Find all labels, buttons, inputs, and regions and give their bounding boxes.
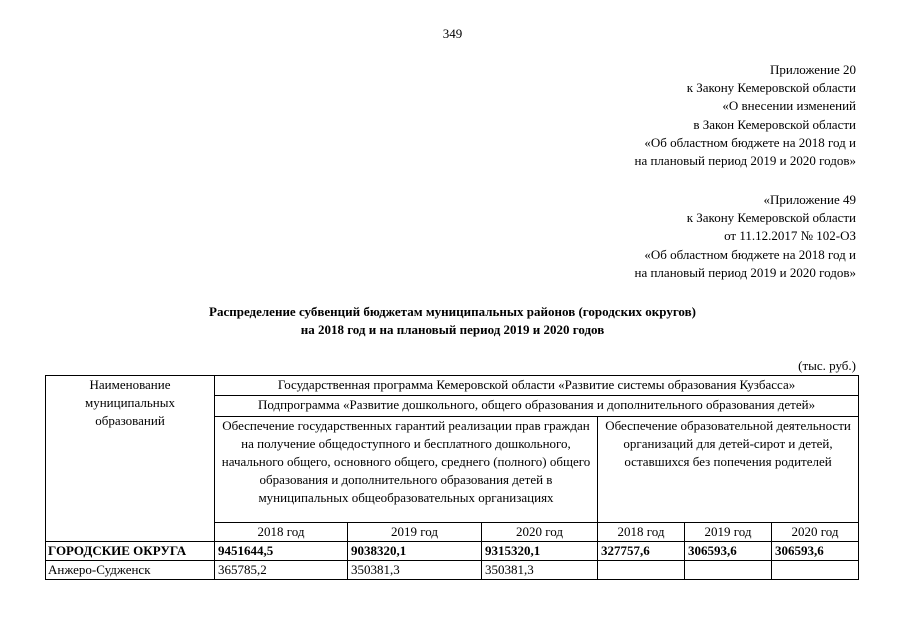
header-subprogram: Подпрограмма «Развитие дошкольного, общего образования и дополнительного образования детей» [215, 396, 859, 417]
annex-49-line: «Об областном бюджете на 2018 год и [644, 246, 856, 262]
page-number: 349 [442, 26, 463, 41]
annex-49-line: к Закону Кемеровской области [686, 210, 856, 226]
cell-value: 327757,6 [598, 542, 685, 561]
title-line-1: Распределение субвенций бюджетам муниципальных районов (городских округов) [209, 304, 696, 319]
header-guarantees: Обеспечение государственных гарантий реализации прав граждан на получение общедоступного и бесплатного дошкольного, начального общего, основного общего, среднего (полного) общего образования и дополнительного образования детей в муниципальных общеобразовательных организациях [215, 417, 598, 523]
annex-20-line: «О внесении изменений [722, 98, 856, 114]
header-orphans: Обеспечение образовательной деятельности организаций для детей-сирот и детей, оставшихся без попечения родителей [598, 417, 859, 523]
annex-20-block [635, 61, 857, 170]
cell-value [598, 561, 685, 580]
annex-20-line: Приложение 20 [769, 62, 856, 77]
header-year: 2020 год [482, 523, 598, 542]
annex-49-line: на плановый период 2019 и 2020 годов» [634, 264, 856, 280]
row-name: Анжеро-Судженск [46, 561, 215, 580]
cell-value [772, 561, 859, 580]
row-name: ГОРОДСКИЕ ОКРУГА [46, 542, 215, 561]
annex-49-block [635, 191, 857, 282]
annex-49-line: от 11.12.2017 № 102-ОЗ [724, 228, 856, 244]
units-label: (тыс. руб.) [798, 358, 856, 373]
header-municipality: Наименование муниципальных образований [46, 376, 215, 542]
annex-20-line: на плановый период 2019 и 2020 годов» [634, 153, 856, 169]
annex-20-line: «Об областном бюджете на 2018 год и [644, 134, 856, 150]
cell-value: 9451644,5 [215, 542, 348, 561]
cell-value: 306593,6 [772, 542, 859, 561]
subvention-table [45, 375, 859, 580]
cell-value [685, 561, 772, 580]
cell-value: 9038320,1 [348, 542, 482, 561]
cell-value: 9315320,1 [482, 542, 598, 561]
header-year: 2018 год [598, 523, 685, 542]
header-year: 2018 год [215, 523, 348, 542]
header-year: 2019 год [685, 523, 772, 542]
cell-value: 350381,3 [482, 561, 598, 580]
annex-20-line: к Закону Кемеровской области [686, 80, 856, 96]
title-line-2: на 2018 год и на плановый период 2019 и 2020 годов [300, 322, 605, 337]
header-program: Государственная программа Кемеровской области «Развитие системы образования Кузбасса» [215, 376, 859, 396]
cell-value: 350381,3 [348, 561, 482, 580]
header-year: 2019 год [348, 523, 482, 542]
table-row [46, 561, 859, 580]
cell-value: 306593,6 [685, 542, 772, 561]
annex-20-line: в Закон Кемеровской области [693, 116, 856, 132]
table-row-total [46, 542, 859, 561]
annex-49-line: «Приложение 49 [763, 192, 856, 207]
cell-value: 365785,2 [215, 561, 348, 580]
header-year: 2020 год [772, 523, 859, 542]
document-title [0, 303, 905, 339]
